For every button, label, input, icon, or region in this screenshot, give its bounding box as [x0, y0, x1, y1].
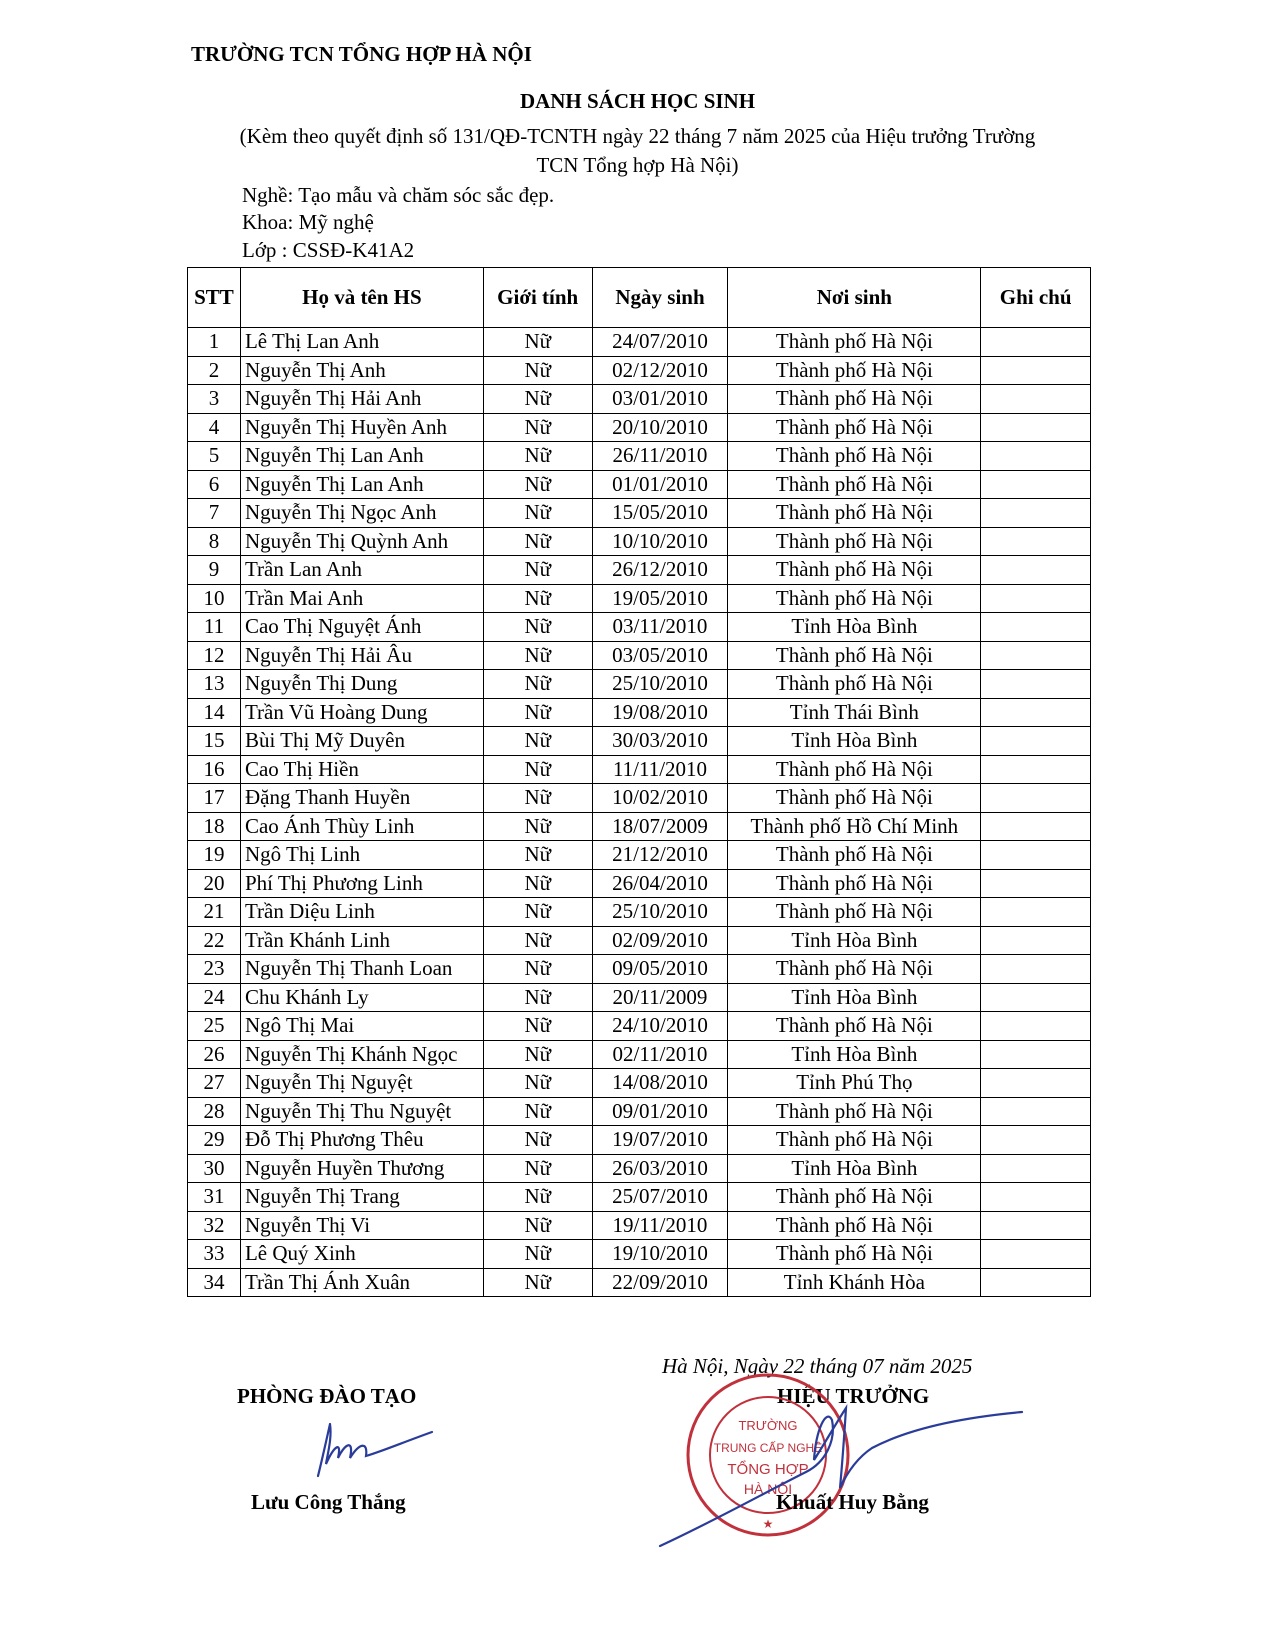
table-row	[188, 641, 1091, 670]
cell-dob: 02/09/2010	[592, 926, 728, 955]
cell-birthplace: Thành phố Hà Nội	[728, 841, 981, 870]
cell-gender: Nữ	[483, 584, 592, 613]
table-row	[188, 841, 1091, 870]
cell-birthplace: Thành phố Hà Nội	[728, 499, 981, 528]
cell-note	[981, 613, 1091, 642]
cell-note	[981, 955, 1091, 984]
cell-note	[981, 556, 1091, 585]
cell-birthplace: Thành phố Hà Nội	[728, 385, 981, 414]
cell-birthplace: Thành phố Hà Nội	[728, 328, 981, 357]
training-dept-title: PHÒNG ĐÀO TẠO	[237, 1384, 417, 1408]
cell-note	[981, 926, 1091, 955]
training-dept-signer-name: Lưu Công Thắng	[251, 1490, 406, 1514]
cell-birthplace: Thành phố Hà Nội	[728, 556, 981, 585]
table-row	[188, 356, 1091, 385]
cell-note	[981, 755, 1091, 784]
cell-stt: 26	[188, 1040, 241, 1069]
cell-birthplace: Tỉnh Khánh Hòa	[728, 1268, 981, 1297]
cell-note	[981, 1154, 1091, 1183]
cell-name: Nguyễn Thị Khánh Ngọc	[240, 1040, 483, 1069]
table-row	[188, 584, 1091, 613]
cell-birthplace: Thành phố Hà Nội	[728, 1097, 981, 1126]
cell-name: Cao Ánh Thùy Linh	[240, 812, 483, 841]
cell-note	[981, 1126, 1091, 1155]
column-header-birthplace: Nơi sinh	[728, 268, 981, 328]
cell-name: Nguyễn Thị Hải Âu	[240, 641, 483, 670]
cell-note	[981, 1183, 1091, 1212]
cell-dob: 18/07/2009	[592, 812, 728, 841]
cell-note	[981, 356, 1091, 385]
column-header-note: Ghi chú	[981, 268, 1091, 328]
cell-name: Nguyễn Thị Vi	[240, 1211, 483, 1240]
training-dept-signature	[308, 1412, 438, 1482]
cell-note	[981, 784, 1091, 813]
cell-note	[981, 584, 1091, 613]
table-row	[188, 1040, 1091, 1069]
cell-dob: 26/11/2010	[592, 442, 728, 471]
table-row	[188, 784, 1091, 813]
cell-dob: 10/02/2010	[592, 784, 728, 813]
cell-gender: Nữ	[483, 955, 592, 984]
cell-dob: 02/12/2010	[592, 356, 728, 385]
cell-name: Nguyễn Thị Ngọc Anh	[240, 499, 483, 528]
cell-stt: 12	[188, 641, 241, 670]
cell-gender: Nữ	[483, 470, 592, 499]
cell-name: Trần Khánh Linh	[240, 926, 483, 955]
table-row	[188, 499, 1091, 528]
table-row	[188, 1154, 1091, 1183]
cell-note	[981, 812, 1091, 841]
cell-stt: 14	[188, 698, 241, 727]
cell-note	[981, 385, 1091, 414]
cell-name: Phí Thị Phương Linh	[240, 869, 483, 898]
cell-stt: 21	[188, 898, 241, 927]
cell-birthplace: Thành phố Hà Nội	[728, 1012, 981, 1041]
cell-note	[981, 328, 1091, 357]
table-row	[188, 1268, 1091, 1297]
stamp-line-1: TRƯỜNG	[738, 1418, 798, 1433]
cell-stt: 9	[188, 556, 241, 585]
cell-name: Nguyễn Huyền Thương	[240, 1154, 483, 1183]
cell-name: Nguyễn Thị Anh	[240, 356, 483, 385]
cell-gender: Nữ	[483, 898, 592, 927]
cell-birthplace: Tỉnh Hòa Bình	[728, 613, 981, 642]
column-header-gender: Giới tính	[483, 268, 592, 328]
cell-note	[981, 1012, 1091, 1041]
cell-dob: 19/11/2010	[592, 1211, 728, 1240]
cell-gender: Nữ	[483, 841, 592, 870]
faculty-label: Khoa: Mỹ nghệ	[242, 210, 374, 234]
cell-dob: 15/05/2010	[592, 499, 728, 528]
column-header-dob: Ngày sinh	[592, 268, 728, 328]
cell-note	[981, 898, 1091, 927]
subtitle-line-2: TCN Tổng hợp Hà Nội)	[536, 153, 739, 177]
cell-dob: 26/04/2010	[592, 869, 728, 898]
cell-gender: Nữ	[483, 385, 592, 414]
stamp-line-3: TỔNG HỢP	[727, 1461, 809, 1478]
cell-stt: 5	[188, 442, 241, 471]
table-row	[188, 1183, 1091, 1212]
cell-birthplace: Thành phố Hà Nội	[728, 1240, 981, 1269]
table-body	[188, 328, 1091, 1297]
cell-name: Chu Khánh Ly	[240, 983, 483, 1012]
table-row	[188, 1211, 1091, 1240]
cell-stt: 17	[188, 784, 241, 813]
cell-stt: 34	[188, 1268, 241, 1297]
cell-dob: 25/07/2010	[592, 1183, 728, 1212]
cell-name: Ngô Thị Linh	[240, 841, 483, 870]
cell-gender: Nữ	[483, 442, 592, 471]
cell-birthplace: Tỉnh Phú Thọ	[728, 1069, 981, 1098]
principal-signer-name: Khuất Huy Bằng	[776, 1490, 929, 1514]
cell-note	[981, 698, 1091, 727]
table-row	[188, 755, 1091, 784]
cell-note	[981, 1211, 1091, 1240]
cell-dob: 03/01/2010	[592, 385, 728, 414]
cell-note	[981, 1040, 1091, 1069]
cell-gender: Nữ	[483, 698, 592, 727]
cell-birthplace: Thành phố Hà Nội	[728, 755, 981, 784]
cell-gender: Nữ	[483, 527, 592, 556]
cell-name: Nguyễn Thị Lan Anh	[240, 470, 483, 499]
cell-name: Đặng Thanh Huyền	[240, 784, 483, 813]
cell-name: Lê Thị Lan Anh	[240, 328, 483, 357]
cell-note	[981, 841, 1091, 870]
cell-birthplace: Thành phố Hà Nội	[728, 1211, 981, 1240]
column-header-name: Họ và tên HS	[240, 268, 483, 328]
cell-stt: 15	[188, 727, 241, 756]
cell-dob: 01/01/2010	[592, 470, 728, 499]
cell-name: Cao Thị Hiền	[240, 755, 483, 784]
cell-gender: Nữ	[483, 784, 592, 813]
cell-dob: 03/05/2010	[592, 641, 728, 670]
table-row	[188, 1069, 1091, 1098]
cell-dob: 22/09/2010	[592, 1268, 728, 1297]
cell-birthplace: Thành phố Hà Nội	[728, 869, 981, 898]
table-row	[188, 955, 1091, 984]
cell-birthplace: Thành phố Hà Nội	[728, 670, 981, 699]
cell-note	[981, 499, 1091, 528]
cell-gender: Nữ	[483, 328, 592, 357]
cell-stt: 1	[188, 328, 241, 357]
cell-name: Nguyễn Thị Thanh Loan	[240, 955, 483, 984]
cell-gender: Nữ	[483, 413, 592, 442]
cell-note	[981, 1097, 1091, 1126]
cell-dob: 11/11/2010	[592, 755, 728, 784]
cell-note	[981, 413, 1091, 442]
cell-birthplace: Thành phố Hà Nội	[728, 584, 981, 613]
table-row	[188, 926, 1091, 955]
cell-stt: 25	[188, 1012, 241, 1041]
cell-birthplace: Tỉnh Hòa Bình	[728, 1154, 981, 1183]
cell-gender: Nữ	[483, 926, 592, 955]
cell-gender: Nữ	[483, 356, 592, 385]
cell-birthplace: Thành phố Hà Nội	[728, 955, 981, 984]
cell-name: Trần Thị Ánh Xuân	[240, 1268, 483, 1297]
table-row	[188, 556, 1091, 585]
cell-gender: Nữ	[483, 556, 592, 585]
table-row	[188, 1097, 1091, 1126]
document-title: DANH SÁCH HỌC SINH	[519, 89, 756, 113]
cell-birthplace: Thành phố Hà Nội	[728, 1126, 981, 1155]
table-row	[188, 527, 1091, 556]
cell-name: Nguyễn Thị Thu Nguyệt	[240, 1097, 483, 1126]
cell-name: Cao Thị Nguyệt Ánh	[240, 613, 483, 642]
cell-stt: 13	[188, 670, 241, 699]
cell-stt: 20	[188, 869, 241, 898]
cell-stt: 33	[188, 1240, 241, 1269]
principal-title: HIỆU TRƯỞNG	[777, 1384, 930, 1408]
cell-dob: 09/01/2010	[592, 1097, 728, 1126]
table-row	[188, 812, 1091, 841]
cell-dob: 19/05/2010	[592, 584, 728, 613]
cell-name: Trần Mai Anh	[240, 584, 483, 613]
cell-birthplace: Tỉnh Hòa Bình	[728, 1040, 981, 1069]
cell-birthplace: Thành phố Hồ Chí Minh	[728, 812, 981, 841]
cell-stt: 8	[188, 527, 241, 556]
cell-stt: 30	[188, 1154, 241, 1183]
cell-dob: 25/10/2010	[592, 898, 728, 927]
cell-name: Trần Lan Anh	[240, 556, 483, 585]
cell-dob: 20/11/2009	[592, 983, 728, 1012]
table-row	[188, 413, 1091, 442]
school-name: TRƯỜNG TCN TỔNG HỢP HÀ NỘI	[191, 42, 532, 66]
cell-name: Ngô Thị Mai	[240, 1012, 483, 1041]
cell-dob: 20/10/2010	[592, 413, 728, 442]
cell-birthplace: Thành phố Hà Nội	[728, 1183, 981, 1212]
cell-gender: Nữ	[483, 1268, 592, 1297]
cell-name: Trần Diệu Linh	[240, 898, 483, 927]
cell-gender: Nữ	[483, 1183, 592, 1212]
cell-birthplace: Thành phố Hà Nội	[728, 784, 981, 813]
cell-stt: 2	[188, 356, 241, 385]
table-row	[188, 385, 1091, 414]
cell-dob: 10/10/2010	[592, 527, 728, 556]
cell-dob: 14/08/2010	[592, 1069, 728, 1098]
cell-stt: 18	[188, 812, 241, 841]
table-row	[188, 727, 1091, 756]
cell-dob: 09/05/2010	[592, 955, 728, 984]
cell-name: Trần Vũ Hoàng Dung	[240, 698, 483, 727]
cell-birthplace: Tỉnh Hòa Bình	[728, 926, 981, 955]
cell-dob: 19/08/2010	[592, 698, 728, 727]
cell-stt: 3	[188, 385, 241, 414]
cell-dob: 19/07/2010	[592, 1126, 728, 1155]
stamp-star-icon: ★	[762, 1517, 774, 1531]
cell-gender: Nữ	[483, 670, 592, 699]
cell-dob: 30/03/2010	[592, 727, 728, 756]
cell-dob: 25/10/2010	[592, 670, 728, 699]
cell-note	[981, 1268, 1091, 1297]
cell-stt: 22	[188, 926, 241, 955]
cell-name: Nguyễn Thị Hải Anh	[240, 385, 483, 414]
cell-stt: 31	[188, 1183, 241, 1212]
cell-dob: 21/12/2010	[592, 841, 728, 870]
cell-dob: 19/10/2010	[592, 1240, 728, 1269]
cell-stt: 23	[188, 955, 241, 984]
cell-name: Nguyễn Thị Huyền Anh	[240, 413, 483, 442]
cell-dob: 26/12/2010	[592, 556, 728, 585]
cell-gender: Nữ	[483, 1097, 592, 1126]
cell-gender: Nữ	[483, 1040, 592, 1069]
cell-birthplace: Tỉnh Thái Bình	[728, 698, 981, 727]
cell-gender: Nữ	[483, 1069, 592, 1098]
cell-stt: 27	[188, 1069, 241, 1098]
cell-gender: Nữ	[483, 983, 592, 1012]
cell-dob: 26/03/2010	[592, 1154, 728, 1183]
table-row	[188, 983, 1091, 1012]
cell-birthplace: Tỉnh Hòa Bình	[728, 983, 981, 1012]
cell-stt: 4	[188, 413, 241, 442]
student-table	[187, 267, 1091, 1297]
cell-gender: Nữ	[483, 755, 592, 784]
table-row	[188, 1126, 1091, 1155]
table-row	[188, 470, 1091, 499]
stamp-line-2: TRUNG CẤP NGHỀ	[713, 1441, 823, 1455]
table-row	[188, 1012, 1091, 1041]
cell-note	[981, 442, 1091, 471]
cell-birthplace: Thành phố Hà Nội	[728, 641, 981, 670]
cell-stt: 11	[188, 613, 241, 642]
cell-dob: 02/11/2010	[592, 1040, 728, 1069]
cell-name: Nguyễn Thị Dung	[240, 670, 483, 699]
cell-note	[981, 869, 1091, 898]
table-row	[188, 670, 1091, 699]
cell-stt: 24	[188, 983, 241, 1012]
cell-name: Nguyễn Thị Quỳnh Anh	[240, 527, 483, 556]
cell-stt: 29	[188, 1126, 241, 1155]
cell-name: Nguyễn Thị Nguyệt	[240, 1069, 483, 1098]
cell-stt: 7	[188, 499, 241, 528]
cell-gender: Nữ	[483, 613, 592, 642]
column-header-stt: STT	[188, 268, 241, 328]
cell-stt: 6	[188, 470, 241, 499]
cell-gender: Nữ	[483, 1126, 592, 1155]
major-label: Nghề: Tạo mẫu và chăm sóc sắc đẹp.	[242, 183, 555, 207]
cell-stt: 19	[188, 841, 241, 870]
cell-note	[981, 641, 1091, 670]
table-header-row	[188, 268, 1091, 328]
stamp-line-4: HÀ NỘI	[743, 1481, 793, 1497]
cell-gender: Nữ	[483, 499, 592, 528]
cell-name: Nguyễn Thị Trang	[240, 1183, 483, 1212]
table-row	[188, 1240, 1091, 1269]
cell-name: Bùi Thị Mỹ Duyên	[240, 727, 483, 756]
table-row	[188, 613, 1091, 642]
cell-gender: Nữ	[483, 1012, 592, 1041]
cell-gender: Nữ	[483, 727, 592, 756]
cell-dob: 03/11/2010	[592, 613, 728, 642]
cell-stt: 16	[188, 755, 241, 784]
table-row	[188, 869, 1091, 898]
cell-gender: Nữ	[483, 1154, 592, 1183]
cell-name: Đỗ Thị Phương Thêu	[240, 1126, 483, 1155]
cell-stt: 28	[188, 1097, 241, 1126]
cell-name: Lê Quý Xinh	[240, 1240, 483, 1269]
table-row	[188, 442, 1091, 471]
cell-birthplace: Thành phố Hà Nội	[728, 442, 981, 471]
principal-signature	[656, 1400, 1026, 1550]
cell-gender: Nữ	[483, 812, 592, 841]
cell-gender: Nữ	[483, 641, 592, 670]
cell-gender: Nữ	[483, 1211, 592, 1240]
cell-note	[981, 727, 1091, 756]
cell-gender: Nữ	[483, 869, 592, 898]
cell-birthplace: Thành phố Hà Nội	[728, 356, 981, 385]
cell-note	[981, 527, 1091, 556]
class-label: Lớp : CSSĐ-K41A2	[242, 238, 415, 262]
cell-note	[981, 470, 1091, 499]
place-date: Hà Nội, Ngày 22 tháng 07 năm 2025	[662, 1354, 973, 1378]
cell-birthplace: Thành phố Hà Nội	[728, 527, 981, 556]
cell-birthplace: Thành phố Hà Nội	[728, 413, 981, 442]
cell-dob: 24/07/2010	[592, 328, 728, 357]
table-row	[188, 698, 1091, 727]
table-row	[188, 898, 1091, 927]
cell-note	[981, 1069, 1091, 1098]
cell-birthplace: Thành phố Hà Nội	[728, 898, 981, 927]
cell-birthplace: Thành phố Hà Nội	[728, 470, 981, 499]
cell-name: Nguyễn Thị Lan Anh	[240, 442, 483, 471]
cell-birthplace: Tỉnh Hòa Bình	[728, 727, 981, 756]
table-row	[188, 328, 1091, 357]
cell-stt: 10	[188, 584, 241, 613]
cell-note	[981, 1240, 1091, 1269]
document-subtitle	[185, 122, 1090, 180]
subtitle-line-1: (Kèm theo quyết định số 131/QĐ-TCNTH ngày 22 tháng 7 năm 2025 của Hiệu trưởng Trường	[239, 124, 1036, 148]
cell-note	[981, 670, 1091, 699]
cell-stt: 32	[188, 1211, 241, 1240]
cell-dob: 24/10/2010	[592, 1012, 728, 1041]
cell-gender: Nữ	[483, 1240, 592, 1269]
cell-note	[981, 983, 1091, 1012]
